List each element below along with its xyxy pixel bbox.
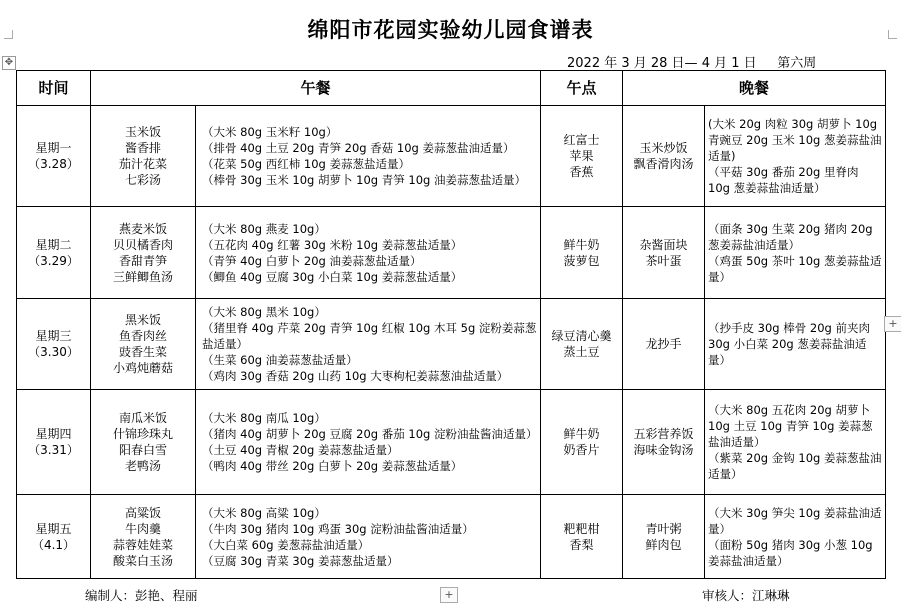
- header-time: 时间: [17, 71, 91, 106]
- dinner-dishes-cell: [623, 207, 705, 299]
- table-row: [17, 299, 886, 390]
- lunch-dishes-cell: [91, 207, 196, 299]
- dinner-detail-cell: [705, 207, 886, 299]
- dinner-dishes-cell-line: 玉米炒饭: [639, 141, 688, 155]
- dinner-dishes-cell: [623, 495, 705, 579]
- preparer-label: 编制人：彭艳、程丽: [85, 588, 198, 603]
- lunch-dishes-cell-line: 玉米饭: [124, 125, 161, 139]
- lunch-detail-cell: [196, 207, 541, 299]
- dinner-detail-cell: [705, 495, 886, 579]
- snack-cell: [541, 495, 623, 579]
- table-row: [17, 390, 886, 495]
- day-date: （3.29）: [28, 253, 79, 268]
- lunch-detail-cell: [196, 390, 541, 495]
- lunch-detail-cell-line: （大米 80g 高粱 10g）: [202, 505, 326, 520]
- add-row-icon[interactable]: +: [440, 587, 458, 603]
- lunch-detail-cell-line: （鸭肉 40g 带丝 20g 白萝卜 20g 姜蒜葱盐适量）: [202, 459, 463, 473]
- lunch-dishes-cell-line: 蒜蓉娃娃菜: [112, 537, 173, 552]
- dinner-detail-cell-line: （面条 30g 生菜 20g 猪肉 20g 葱姜蒜盐油适量）: [708, 221, 873, 252]
- day-day: 星期一: [35, 141, 72, 155]
- dinner-dishes-cell-line: 龙抄手: [645, 337, 682, 351]
- lunch-dishes-cell-line: 贝贝橘香肉: [112, 237, 173, 252]
- snack-cell-line: 奶香片: [563, 443, 600, 457]
- dinner-detail-cell: [705, 390, 886, 495]
- day-date: （3.30）: [28, 345, 79, 359]
- lunch-detail-cell-line: （豆腐 30g 青菜 30g 姜蒜葱盐适量）: [202, 553, 399, 568]
- snack-cell: [541, 390, 623, 495]
- dinner-dishes-cell-line: 飘香滑肉汤: [633, 157, 694, 171]
- day-date: （3.28）: [28, 157, 79, 171]
- lunch-detail-cell-line: （花菜 50g 西红柿 10g 姜蒜葱盐适量）: [202, 157, 410, 171]
- header-lunch: 午餐: [91, 71, 541, 106]
- lunch-detail-cell-line: （青笋 40g 白萝卜 20g 油姜蒜葱盐适量）: [202, 253, 422, 268]
- lunch-dishes-cell-line: 南瓜米饭: [118, 411, 167, 425]
- day-cell: [17, 207, 91, 299]
- dinner-detail-cell-line: （大米 30g 笋尖 10g 姜蒜盐油适量）: [708, 505, 882, 536]
- lunch-dishes-cell: [91, 299, 196, 390]
- lunch-detail-cell-line: （牛肉 30g 猪肉 10g 鸡蛋 30g 淀粉油盐酱油适量）: [202, 521, 474, 536]
- lunch-detail-cell: [196, 299, 541, 390]
- lunch-detail-cell-line: （鸡肉 30g 香菇 20g 山药 10g 大枣枸杞姜蒜葱油盐适量）: [202, 369, 509, 383]
- table-row: [17, 207, 886, 299]
- lunch-detail-cell-line: （大米 80g 南瓜 10g）: [202, 411, 326, 425]
- dinner-detail-cell-line: （大米 80g 五花肉 20g 胡萝卜 10g 土豆 10g 青笋 10g 姜蒜葱盐油适量）: [708, 403, 873, 449]
- dinner-dishes-cell-line: 五彩营养饭: [633, 427, 694, 441]
- snack-cell-line: 粑粑柑: [563, 521, 600, 536]
- lunch-dishes-cell-line: 黑米饭: [124, 313, 161, 327]
- menu-table: [16, 70, 886, 579]
- day-date: （4.1）: [31, 537, 76, 552]
- lunch-detail-cell-line: （大米 80g 黑米 10g）: [202, 305, 326, 319]
- table-header-row: [17, 71, 886, 106]
- day-day: 星期三: [35, 329, 72, 343]
- snack-cell-line: 绿豆清心羹: [551, 329, 612, 343]
- snack-cell-line: 菠萝包: [563, 253, 600, 268]
- day-day: 星期四: [35, 427, 72, 441]
- lunch-dishes-cell-line: 茄汁花菜: [118, 157, 167, 171]
- lunch-dishes-cell-line: 什锦珍珠丸: [112, 427, 173, 441]
- lunch-dishes-cell: [91, 106, 196, 207]
- header-dinner: 晚餐: [623, 71, 886, 106]
- lunch-detail-cell-line: （猪肉 40g 胡萝卜 20g 豆腐 20g 番茄 10g 淀粉油盐酱油适量）: [202, 427, 538, 441]
- lunch-dishes-cell-line: 鱼香肉丝: [118, 329, 167, 343]
- lunch-detail-cell-line: （棒骨 30g 玉米 10g 胡萝卜 10g 青笋 10g 油姜蒜葱盐适量）: [202, 173, 526, 187]
- day-cell: [17, 106, 91, 207]
- lunch-detail-cell-line: （大米 80g 玉米籽 10g）: [202, 125, 338, 139]
- lunch-dishes-cell: [91, 390, 196, 495]
- snack-cell: [541, 106, 623, 207]
- lunch-dishes-cell-line: 小鸡炖蘑菇: [112, 361, 173, 375]
- lunch-detail-cell-line: （鲫鱼 40g 豆腐 30g 小白菜 10g 姜蒜葱盐适量）: [202, 269, 463, 284]
- day-cell: [17, 390, 91, 495]
- snack-cell-line: 香梨: [569, 537, 594, 552]
- dinner-detail-cell-line: （平菇 30g 番茄 20g 里脊肉 10g 葱姜蒜盐油适量）: [708, 165, 859, 195]
- dinner-dishes-cell-line: 杂酱面块: [639, 237, 688, 252]
- dinner-dishes-cell-line: 鲜肉包: [645, 537, 682, 552]
- day-date: （3.31）: [28, 443, 79, 457]
- lunch-dishes-cell: [91, 495, 196, 579]
- table-move-icon[interactable]: ✥: [2, 56, 16, 70]
- dinner-detail-cell: [705, 106, 886, 207]
- dinner-dishes-cell-line: 茶叶蛋: [645, 253, 682, 268]
- table-row: [17, 106, 886, 207]
- add-column-icon[interactable]: +: [884, 316, 901, 332]
- lunch-detail-cell: [196, 106, 541, 207]
- dinner-detail-cell-line: (大米 20g 肉粒 30g 胡萝卜 10g 青豌豆 20g 玉米 10g 葱姜蒜盐油适量): [708, 117, 882, 163]
- lunch-dishes-cell-line: 豉香生菜: [118, 345, 167, 359]
- dinner-detail-cell: [705, 299, 886, 390]
- lunch-detail-cell-line: （排骨 40g 土豆 20g 青笋 20g 香菇 10g 姜蒜葱盐油适量）: [202, 141, 515, 155]
- lunch-dishes-cell-line: 燕麦米饭: [118, 221, 167, 236]
- day-cell: [17, 495, 91, 579]
- dinner-dishes-cell-line: 海味金钩汤: [633, 443, 694, 457]
- dinner-detail-cell-line: （抄手皮 30g 棒骨 20g 前夹肉 30g 小白菜 20g 葱姜蒜盐油适量）: [708, 321, 871, 367]
- dinner-detail-cell-line: （鸡蛋 50g 茶叶 10g 葱姜蒜盐适量）: [708, 253, 882, 284]
- snack-cell-line: 香蕉: [569, 165, 594, 179]
- lunch-detail-cell-line: （土豆 40g 青椒 20g 姜蒜葱盐适量）: [202, 443, 399, 457]
- lunch-dishes-cell-line: 阳春白雪: [118, 443, 167, 457]
- table-row: [17, 495, 886, 579]
- dinner-detail-cell-line: （紫菜 20g 金钩 10g 姜蒜葱盐油适量）: [708, 451, 882, 481]
- lunch-dishes-cell-line: 香甜青笋: [118, 253, 167, 268]
- header-snack: 午点: [541, 71, 623, 106]
- lunch-dishes-cell-line: 七彩汤: [124, 173, 161, 187]
- lunch-detail-cell-line: （猪里脊 40g 芹菜 20g 青笋 10g 红椒 10g 木耳 5g 淀粉姜蒜葱盐适量）: [202, 321, 537, 351]
- document-title: 绵阳市花园实验幼儿园食谱表: [307, 18, 594, 42]
- snack-cell-line: 鲜牛奶: [563, 237, 600, 252]
- lunch-detail-cell-line: （大白菜 60g 姜葱蒜盐油适量）: [202, 537, 370, 552]
- lunch-detail-cell-line: （五花肉 40g 红薯 30g 米粉 10g 姜蒜葱盐适量）: [202, 237, 463, 252]
- snack-cell-line: 红富士: [563, 133, 600, 147]
- lunch-detail-cell: [196, 495, 541, 579]
- lunch-dishes-cell-line: 酱香排: [124, 141, 161, 155]
- lunch-dishes-cell-line: 高粱饭: [124, 505, 161, 520]
- snack-cell-line: 鲜牛奶: [563, 427, 600, 441]
- day-cell: [17, 299, 91, 390]
- lunch-detail-cell-line: （大米 80g 燕麦 10g）: [202, 221, 326, 236]
- snack-cell-line: 苹果: [569, 149, 594, 163]
- day-day: 星期五: [35, 521, 72, 536]
- lunch-detail-cell-line: （生菜 60g 油姜蒜葱盐适量）: [202, 353, 358, 367]
- snack-cell: [541, 207, 623, 299]
- dinner-dishes-cell-line: 青叶粥: [645, 521, 682, 536]
- snack-cell: [541, 299, 623, 390]
- dinner-dishes-cell: [623, 299, 705, 390]
- dinner-detail-cell-line: （面粉 50g 猪肉 30g 小葱 10g 姜蒜盐油适量）: [708, 537, 873, 568]
- date-range: 2022 年 3 月 28 日— 4 月 1 日 第六周: [567, 56, 817, 71]
- reviewer-label: 审核人：江琳琳: [702, 588, 790, 603]
- lunch-dishes-cell-line: 老鸭汤: [124, 459, 161, 473]
- lunch-dishes-cell-line: 三鲜鲫鱼汤: [112, 269, 173, 284]
- day-day: 星期二: [35, 237, 72, 252]
- lunch-dishes-cell-line: 酸菜白玉汤: [112, 553, 173, 568]
- snack-cell-line: 蒸土豆: [563, 345, 600, 359]
- dinner-dishes-cell: [623, 390, 705, 495]
- lunch-dishes-cell-line: 牛肉羹: [124, 521, 161, 536]
- dinner-dishes-cell: [623, 106, 705, 207]
